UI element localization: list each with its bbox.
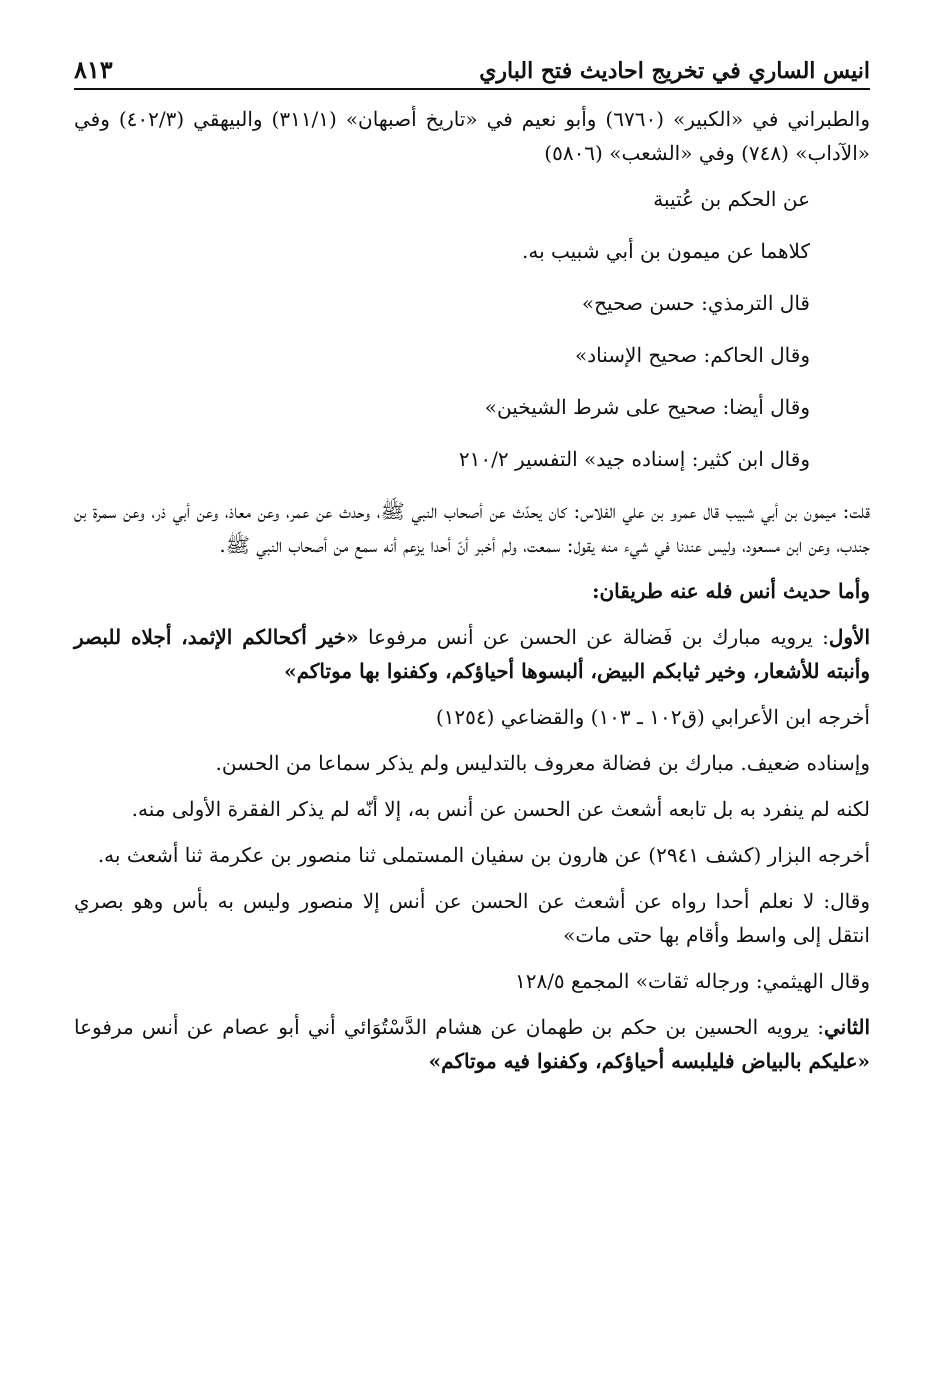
paragraph-5: وقال الحاكم: صحيح الإسناد» — [575, 343, 810, 367]
paragraph-first-route — [74, 620, 870, 688]
first-route-hadith: «خير أكحالكم الإثمد، أجلاه للبصر وأنبته للأشعار، وخير ثيابكم البيض، ألبسوها أحياؤكم، وكفنوا بها موتاكم» — [74, 625, 870, 683]
first-route-text: : يرويه مبارك بن فَضالة عن الحسن عن أنس مرفوعا — [358, 625, 829, 649]
section-heading: وأما حديث أنس فله عنه طريقان: — [592, 579, 870, 603]
running-title: انيس الساري في تخريج احاديث فتح الباري — [479, 58, 870, 84]
page-header — [74, 40, 870, 90]
first-route-label: الأول — [828, 625, 871, 649]
paragraph-6: وقال أيضا: صحيح على شرط الشيخين» — [484, 395, 810, 419]
paragraph-8: قلت: ميمون بن أبي شبيب قال عمرو بن علي الفلاس: كان يحدّث عن أصحاب النبي ﷺ، وحدث عن عمر، وعن معاذ، وعن أبي ذر، وعن سمرة بن جندب، وعن ابن مسعود، وليس عندنا في شيء منه يقول: سمعت، ولم أخبر أنّ أحدا يزعم أنه سمع من أصحاب النبي ﷺ. — [74, 499, 870, 557]
paragraph-4: قال الترمذي: حسن صحيح» — [581, 291, 810, 315]
paragraph-14: أخرجه البزار (كشف ٢٩٤١) عن هارون بن سفيان المستملى ثنا منصور بن عكرمة ثنا أشعث به. — [97, 843, 870, 867]
paragraph-15: وقال: لا نعلم أحدا رواه عن أشعث عن الحسن عن أنس إلا منصور وليس به بأس وهو بصري انتقل إلى واسط وأقام بها حتى مات» — [74, 889, 870, 947]
paragraph-16: وقال الهيثمي: ورجاله ثقات» المجمع ١٢٨/٥ — [514, 969, 870, 993]
page-body — [74, 102, 870, 1078]
paragraph-11: أخرجه ابن الأعرابي (ق١٠٢ ـ ١٠٣) والقضاعي (١٢٥٤) — [435, 705, 870, 729]
paragraph-2: عن الحكم بن عُتيبة — [653, 187, 810, 211]
paragraph-3: كلاهما عن ميمون بن أبي شبيب به. — [522, 239, 810, 263]
second-route-text: : يرويه الحسين بن حكم بن طهمان عن هشام الدَّسْتُوَائي أني أبو عصام عن أنس مرفوعا — [74, 1015, 824, 1039]
second-route-hadith: «عليكم بالبياض فليلبسه أحياؤكم، وكفنوا فيه موتاكم» — [428, 1049, 870, 1073]
paragraph-12: وإسناده ضعيف. مبارك بن فضالة معروف بالتدليس ولم يذكر سماعا من الحسن. — [215, 751, 870, 775]
paragraph-1: والطبراني في «الكبير» (٦٧٦٠) وأبو نعيم في «تاريخ أصبهان» (٣١١/١) والبيهقي (٤٠٢/٣) وفي «الآداب» (٧٤٨) وفي «الشعب» (٥٨٠٦) — [74, 107, 870, 165]
second-route-label: الثاني — [823, 1015, 870, 1039]
paragraph-13: لكنه لم ينفرد به بل تابعه أشعث عن الحسن عن أنس به، إلا أنّه لم يذكر الفقرة الأولى منه. — [131, 797, 870, 821]
paragraph-second-route — [74, 1010, 870, 1078]
page-number: ٨١٣ — [74, 55, 113, 84]
paragraph-7: وقال ابن كثير: إسناده جيد» التفسير ٢١٠/٢ — [458, 447, 810, 471]
